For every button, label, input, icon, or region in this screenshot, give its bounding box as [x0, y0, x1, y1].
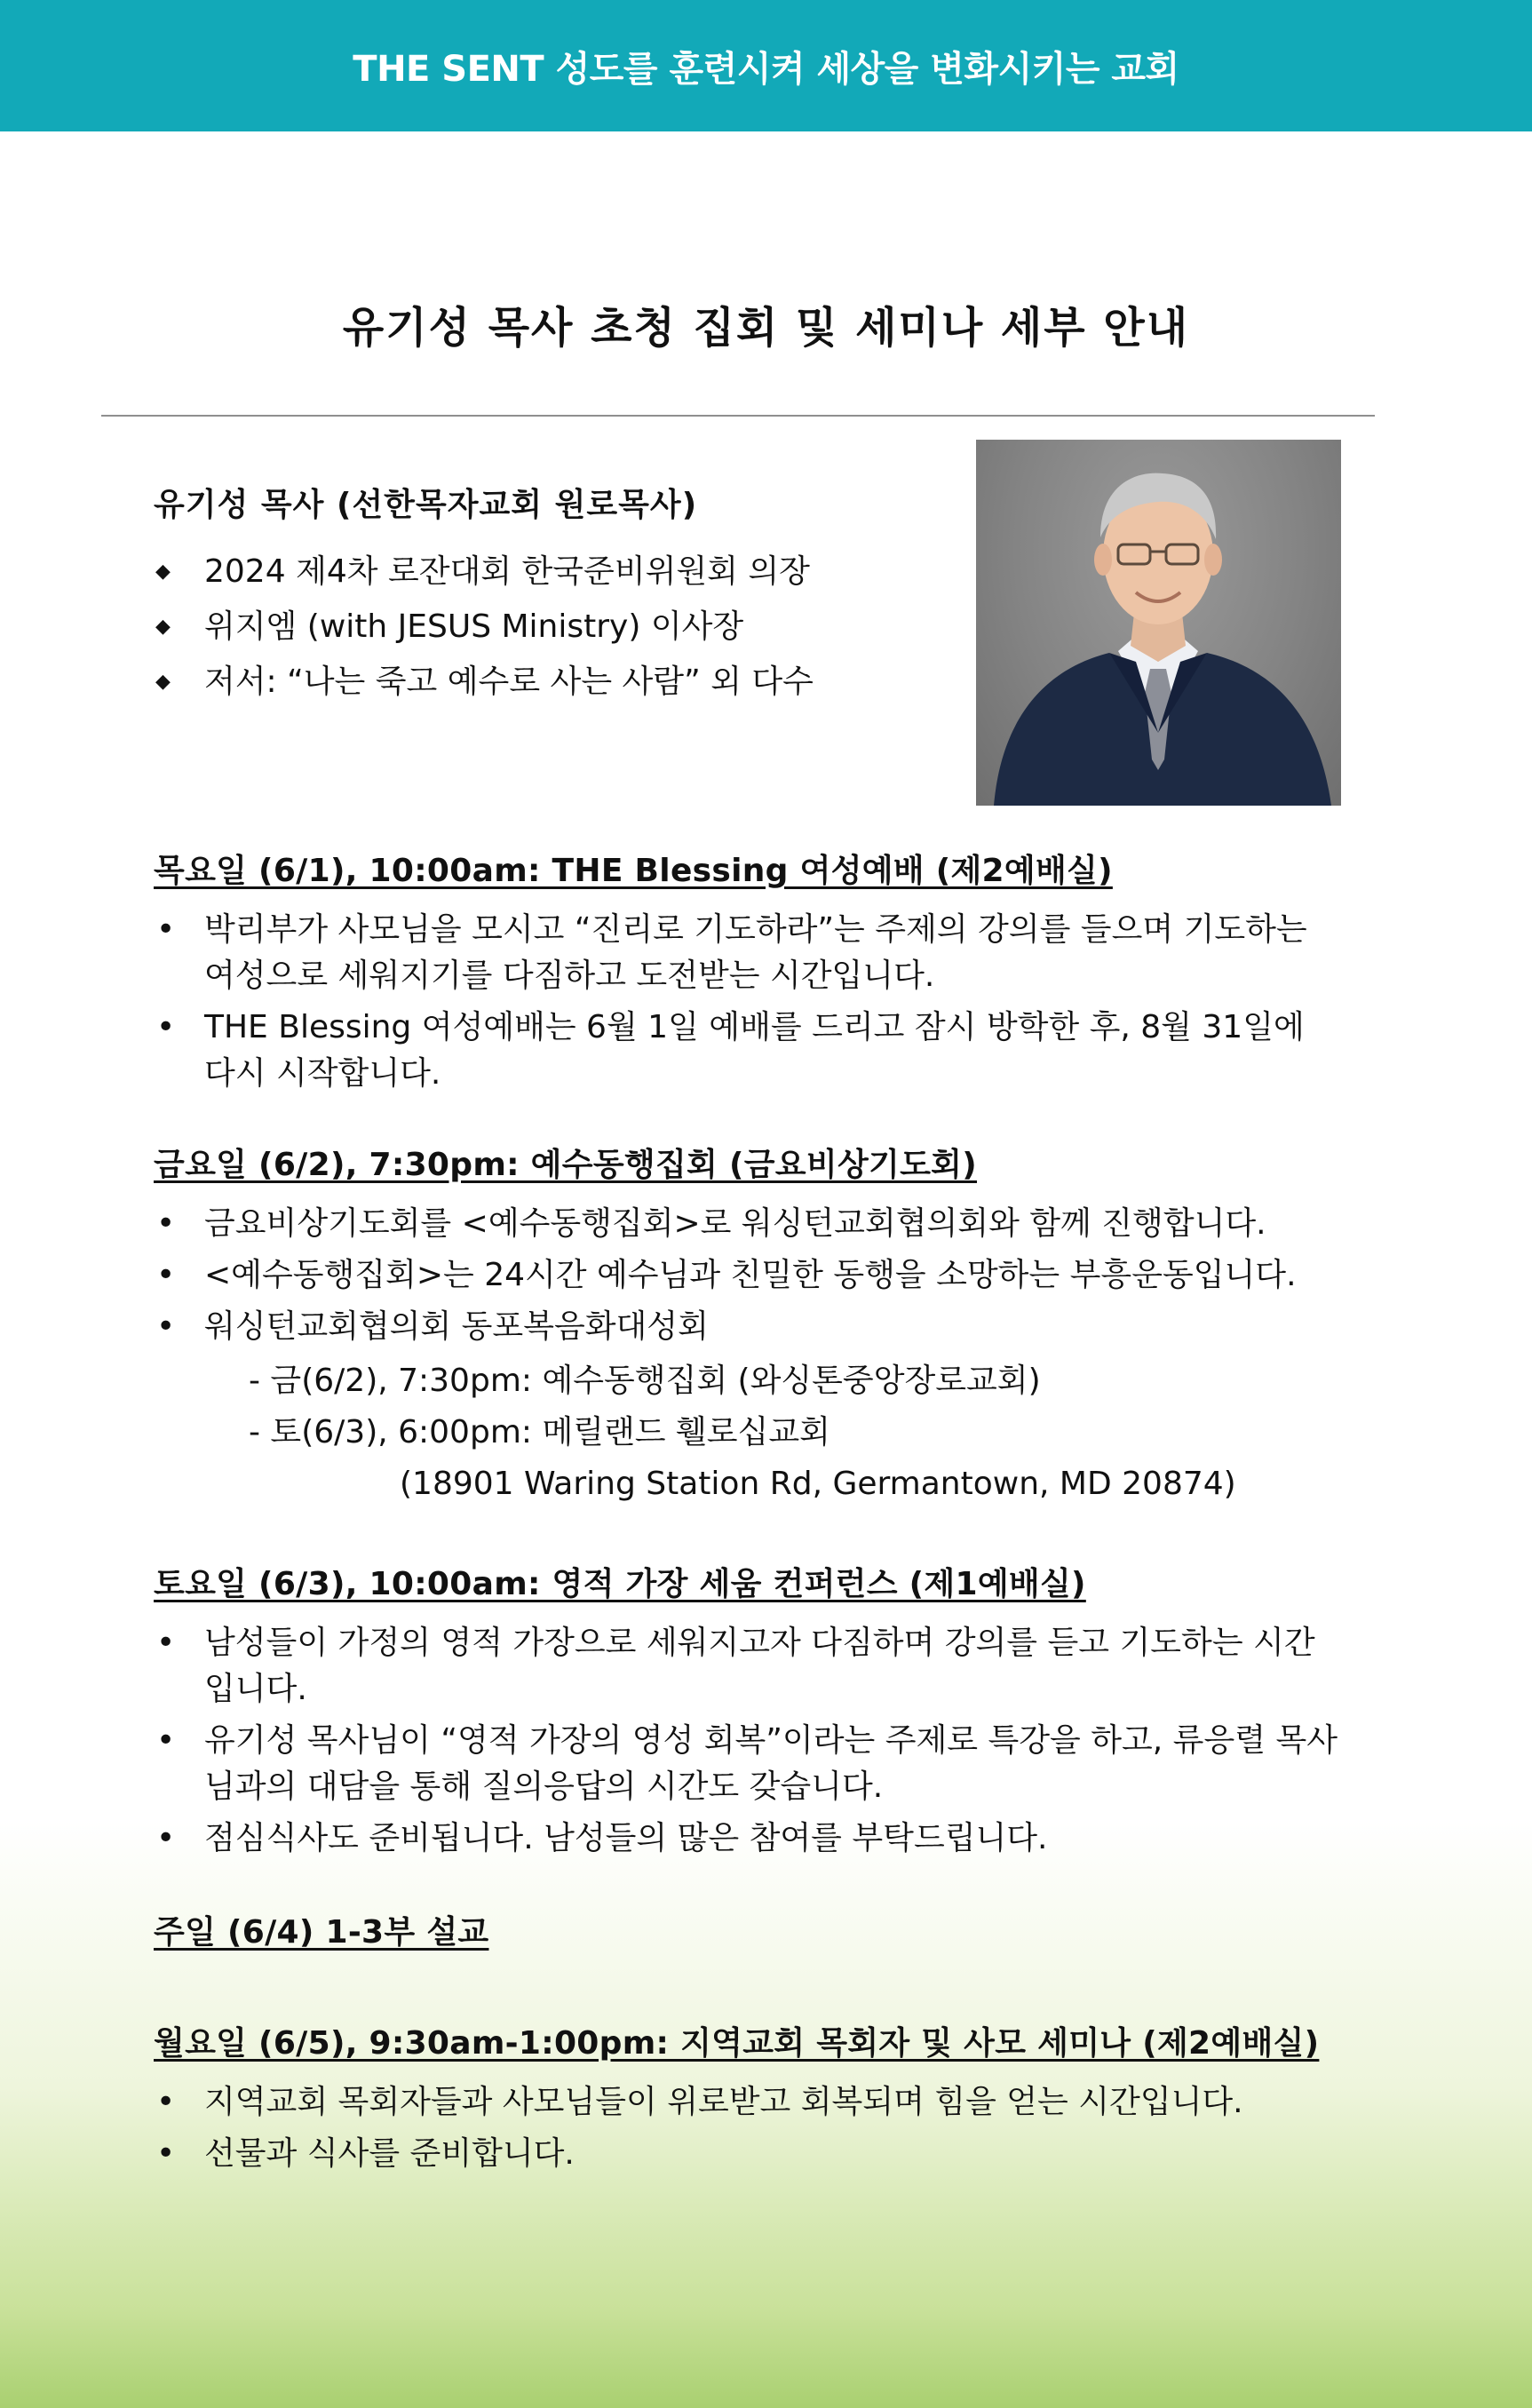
bullet-dot-icon: • [156, 1722, 176, 1759]
event-sunday [154, 1907, 1344, 1968]
detail-text: 금요비상기도회를 <예수동행집회>로 워싱턴교회협의회와 함께 진행합니다. [204, 1205, 1266, 1242]
venue-address: (18901 Waring Station Rd, Germantown, MD 20874) [400, 1466, 1236, 1502]
event-title: 월요일 (6/5), 9:30am-1:00pm: 지역교회 목회자 및 사모 세미나 (제2예배실) [154, 2025, 1320, 2062]
title-divider [101, 415, 1375, 417]
detail-item [154, 1005, 1344, 1097]
detail-text: 점심식사도 준비됩니다. 남성들의 많은 참여를 부탁드립니다. [204, 1820, 1048, 1856]
event-thursday [154, 846, 1344, 1102]
event-details [154, 907, 1344, 1097]
bullet-dot-icon: • [156, 2135, 176, 2172]
bullet-dot-icon: • [156, 1009, 176, 1045]
detail-item [154, 1816, 1344, 1862]
event-title: 주일 (6/4) 1-3부 설교 [154, 1914, 489, 1951]
detail-item [154, 1304, 1344, 1350]
detail-text: 남성들이 가정의 영적 가장으로 세워지고자 다짐하며 강의를 듣고 기도하는 시간입니다. [204, 1625, 1315, 1707]
detail-item [154, 1620, 1344, 1713]
top-banner [0, 0, 1532, 131]
speaker-credentials [154, 544, 953, 710]
credential-item [154, 600, 953, 655]
credential-text: 저서: “나는 죽고 예수로 사는 사람” 외 다수 [204, 664, 814, 700]
bullet-dot-icon: • [156, 1205, 176, 1242]
detail-item [154, 2079, 1344, 2126]
detail-item [154, 907, 1344, 999]
bullet-dot-icon: • [156, 1257, 176, 1293]
credential-item [154, 655, 953, 710]
page-title: 유기성 목사 초청 집회 및 세미나 세부 안내 [342, 303, 1190, 353]
event-title: 금요일 (6/2), 7:30pm: 예수동행집회 (금요비상기도회) [154, 1147, 978, 1183]
diamond-bullet-icon: ◆ [155, 671, 171, 693]
detail-text: 선물과 식사를 준비합니다. [204, 2135, 575, 2172]
bullet-dot-icon: • [156, 1625, 176, 1661]
speaker-photo [976, 440, 1341, 806]
credential-item [154, 544, 953, 600]
bullet-dot-icon: • [156, 1308, 176, 1345]
event-friday [154, 1140, 1344, 1510]
detail-text: 유기성 목사님이 “영적 가장의 영성 회복”이라는 주제로 특강을 하고, 류응렬 목사님과의 대담을 통해 질의응답의 시간도 갖습니다. [204, 1722, 1338, 1805]
event-details [154, 1201, 1344, 1350]
detail-text: 지역교회 목회자들과 사모님들이 위로받고 회복되며 힘을 얻는 시간입니다. [204, 2084, 1243, 2120]
detail-text: 워싱턴교회협의회 동포복음화대성회 [204, 1308, 709, 1345]
detail-item [154, 1201, 1344, 1247]
event-title: 목요일 (6/1), 10:00am: THE Blessing 여성예배 (제2예배실) [154, 853, 1113, 889]
schedule-sub-item: - 토(6/3), 6:00pm: 메릴랜드 휄로십교회 [249, 1414, 830, 1450]
banner-text: THE SENT 성도를 훈련시켜 세상을 변화시키는 교회 [353, 48, 1179, 90]
speaker-info [154, 480, 953, 710]
detail-text: <예수동행집회>는 24시간 예수님과 친밀한 동행을 소망하는 부흥운동입니다. [204, 1257, 1297, 1293]
diamond-bullet-icon: ◆ [155, 560, 171, 583]
bullet-dot-icon: • [156, 2084, 176, 2120]
detail-text: THE Blessing 여성예배는 6월 1일 예배를 드리고 잠시 방학한 후, 8월 31일에 다시 시작합니다. [204, 1009, 1305, 1092]
detail-item [154, 1252, 1344, 1299]
speaker-name: 유기성 목사 (선한목자교회 원로목사) [154, 487, 698, 523]
event-details [154, 2079, 1344, 2177]
detail-text: 박리부가 사모님을 모시고 “진리로 기도하라”는 주제의 강의를 들으며 기도하는 여성으로 세워지기를 다짐하고 도전받는 시간입니다. [204, 911, 1307, 994]
detail-item [154, 2131, 1344, 2177]
bullet-dot-icon: • [156, 1820, 176, 1856]
event-saturday [154, 1559, 1344, 1867]
diamond-bullet-icon: ◆ [155, 616, 171, 638]
event-monday [154, 2018, 1344, 2182]
schedule-sub-item: - 금(6/2), 7:30pm: 예수동행집회 (와싱톤중앙장로교회) [249, 1363, 1041, 1399]
bullet-dot-icon: • [156, 911, 176, 948]
credential-text: 위지엠 (with JESUS Ministry) 이사장 [204, 608, 744, 645]
credential-text: 2024 제4차 로잔대회 한국준비위원회 의장 [204, 553, 810, 590]
event-title: 토요일 (6/3), 10:00am: 영적 가장 세움 컨퍼런스 (제1예배실) [154, 1566, 1086, 1602]
event-details [154, 1620, 1344, 1862]
detail-item [154, 1718, 1344, 1810]
